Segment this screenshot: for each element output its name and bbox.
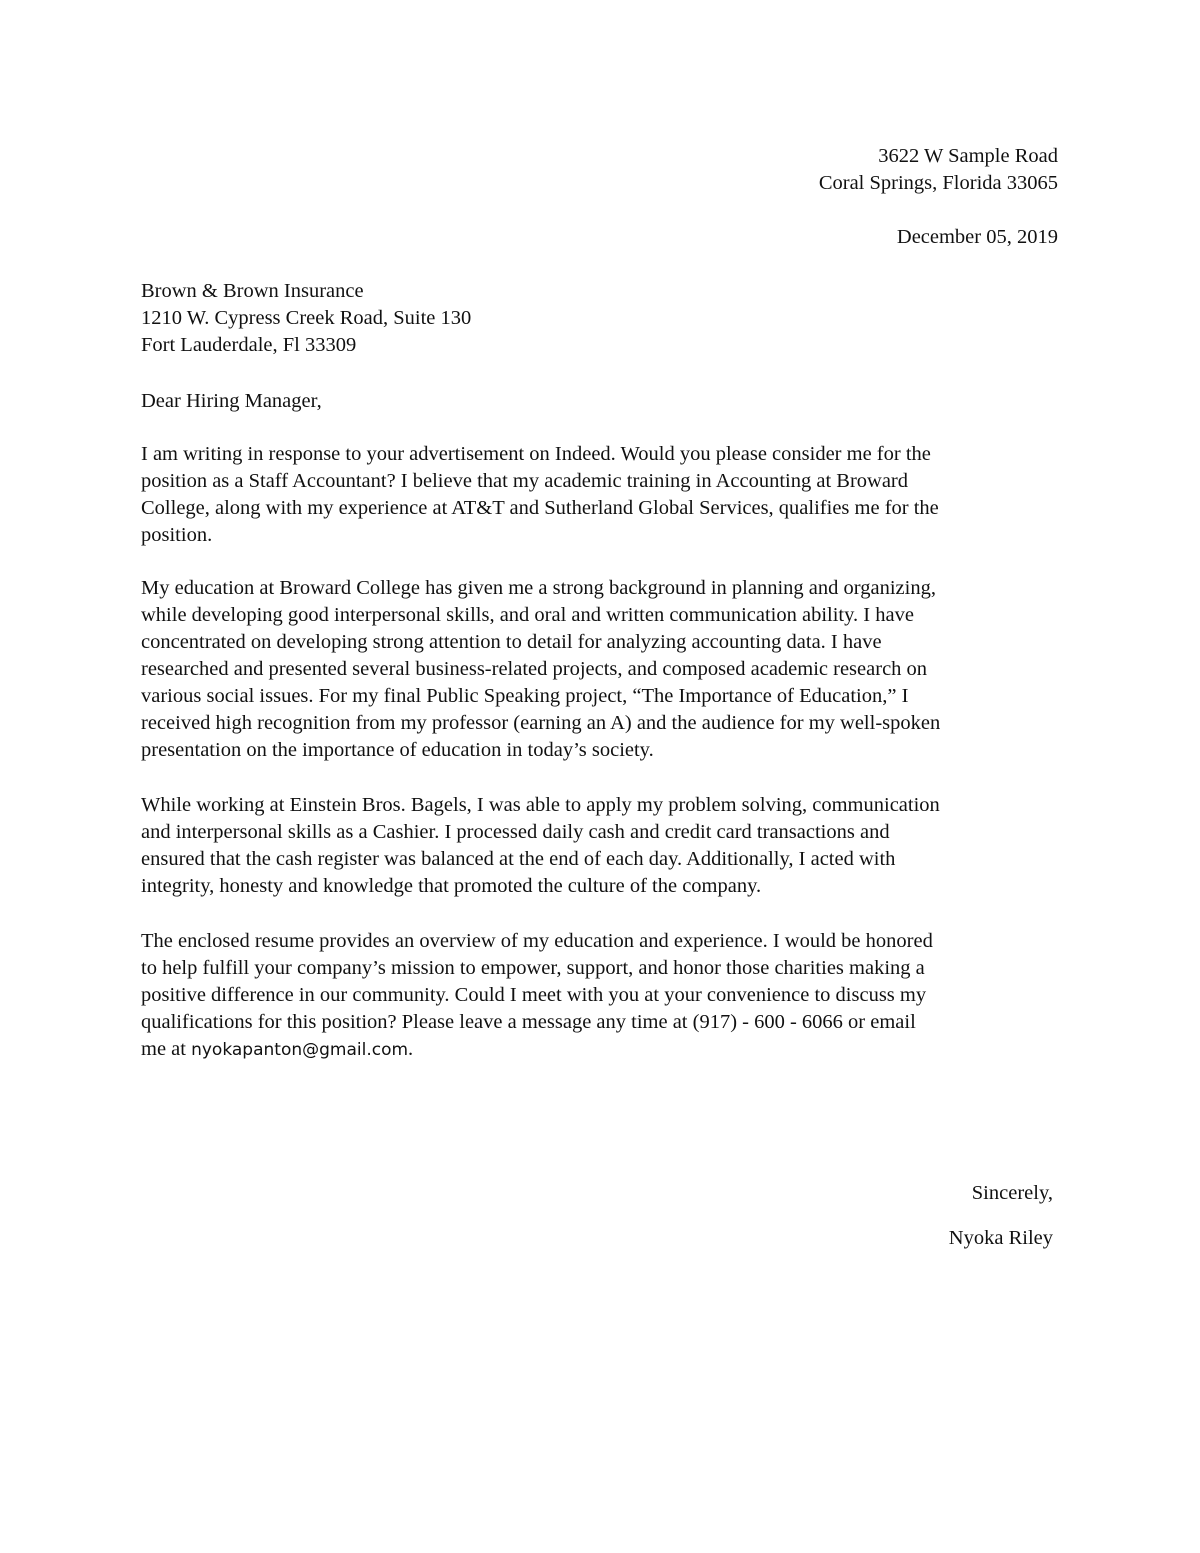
recipient-company: Brown & Brown Insurance (141, 280, 364, 302)
paragraph-line: My education at Broward College has given me a strong background in planning and organizing, (141, 577, 936, 599)
recipient-street: 1210 W. Cypress Creek Road, Suite 130 (141, 307, 472, 329)
paragraph-line: researched and presented several business-related projects, and composed academic research on (141, 658, 928, 680)
paragraph-line: position as a Staff Accountant? I believe that my academic training in Accounting at Broward (141, 470, 909, 492)
paragraph-line: ensured that the cash register was balanced at the end of each day. Additionally, I acted with (141, 848, 896, 870)
paragraph-line: The enclosed resume provides an overview of my education and experience. I would be honored (141, 930, 933, 952)
paragraph-line: position. (141, 524, 213, 546)
letter-date: December 05, 2019 (896, 226, 1058, 248)
email-address: nyokapanton@gmail.com (191, 1040, 409, 1060)
paragraph-line: various social issues. For my final Public Speaking project, “The Importance of Education,” I (141, 685, 909, 707)
paragraph-line: and interpersonal skills as a Cashier. I processed daily cash and credit card transactions and (141, 821, 890, 843)
paragraph-line: qualifications for this position? Please leave a message any time at (917) - 600 - 6066 or email (141, 1011, 916, 1033)
paragraph-line: College, along with my experience at AT&T and Sutherland Global Services, qualifies me for the (141, 497, 939, 519)
sender-city-state-zip: Coral Springs, Florida 33065 (818, 172, 1058, 194)
paragraph-line: integrity, honesty and knowledge that promoted the culture of the company. (141, 875, 762, 897)
salutation: Dear Hiring Manager, (141, 390, 322, 412)
paragraph-line: I am writing in response to your advertisement on Indeed. Would you please consider me for the (141, 443, 931, 465)
recipient-city-state-zip: Fort Lauderdale, Fl 33309 (141, 334, 357, 356)
paragraph-line: received high recognition from my professor (earning an A) and the audience for my well-spoken (141, 712, 941, 734)
paragraph-line: while developing good interpersonal skills, and oral and written communication ability. I have (141, 604, 914, 626)
signature-name: Nyoka Riley (948, 1227, 1053, 1249)
closing: Sincerely, (971, 1182, 1053, 1204)
paragraph-line: positive difference in our community. Could I meet with you at your convenience to discuss my (141, 984, 927, 1006)
paragraph-last-line (141, 1036, 413, 1064)
contact-suffix: . (408, 1038, 414, 1060)
paragraph-line: presentation on the importance of education in today’s society. (141, 739, 654, 761)
contact-prefix: me at (141, 1038, 192, 1060)
paragraph-line: to help fulfill your company’s mission to empower, support, and honor those charities making a (141, 957, 925, 979)
paragraph-line: While working at Einstein Bros. Bagels, I was able to apply my problem solving, communication (141, 794, 940, 816)
paragraph-line: concentrated on developing strong attention to detail for analyzing accounting data. I have (141, 631, 882, 653)
sender-street: 3622 W Sample Road (878, 145, 1058, 167)
